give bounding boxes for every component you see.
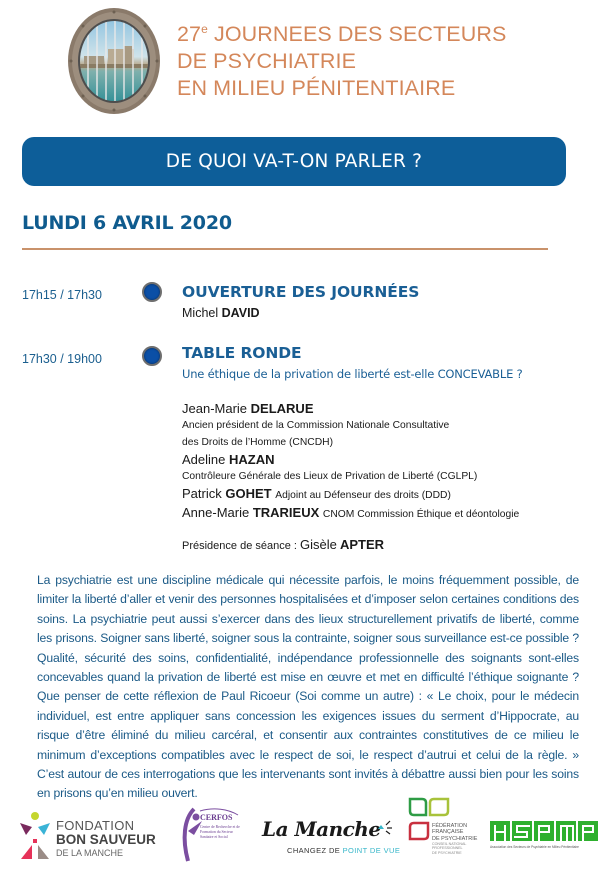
aspmp-subtitle: Association des Secteurs de Psychiatrie en Milieu Pénitentiaire [490,845,579,849]
last-name: TRARIEUX [252,505,320,520]
la-manche-tagline [287,846,400,855]
panel-speaker-role: CNOM Commission Éthique et déontologie [322,509,520,520]
ffp-line-5: PROFESSIONNEL [432,846,463,851]
bon-sauveur-line-2: BON SAUVEUR [56,832,156,847]
slot-time: 17h30 / 19h00 [22,352,102,366]
event-title-line-3: EN MILIEU PÉNITENTIAIRE [177,76,456,100]
cerfos-name: CERFOS [200,813,233,822]
bullet-dot-icon [142,346,162,366]
last-name: DELARUE [250,401,314,416]
event-title-line-2: DE PSYCHIATRIE [177,49,357,73]
panel-speaker-name [182,451,562,468]
porthole-illustration [66,4,162,116]
session-chair [182,537,562,552]
panel-speaker-role: Adjoint au Défenseur des droits (DDD) [275,490,451,501]
partner-logos [0,795,615,875]
ffp-line-1: FÉDÉRATION [432,823,468,829]
first-name: Patrick [182,486,222,501]
ffp-line-4: CONSEIL NATIONAL [432,841,467,846]
speaker-last-name: DAVID [221,306,260,320]
first-name: Jean-Marie [182,401,248,416]
event-title-line-1: JOURNEES DES SECTEURS [207,22,507,46]
first-name: Anne-Marie [182,505,250,520]
description-paragraph: La psychiatrie est une discipline médicale qui nécessite parfois, le moins fréquemment possible, de limiter la liberté d’aller et venir des personnes hospitalisées et d’imposer selon certaines conditions des soins. La psychiatrie peut aussi s’exercer dans des lieux structurellement privatifs de liberté, comme les prisons. Soigner sans liberté, soigner sous la contrainte, soigner sous surveillance est-ce possible ? Qualité, sécurité des soins, confidentialité, indépendance professionnelle des soignants sont-elles concevables quand la privation de liberté est mise en œuvre et met en difficulté l’éthique soignante ? Que penser de cette réflexion de Paul Ricoeur (Soi comme un autre) : « Le choix, pour le médecin individuel, est entre appliquer sans concession les exigences issues du serment d’Hippocrate, au risque d’être éliminé du milieu carcéral, et consentir aux contraintes constitutives de ce milieu le minimum d’exceptions compatibles avec le respect de soi, le respect d’autrui et celui de la règle. » C’est autour de ces interrogations que les intervenants sont invités à débattre aussi bien pour les soins en prisons qu’en milieu ouvert. [37,573,579,801]
panel-speaker-name [182,504,562,523]
panel-speaker-role: Ancien président de la Commission Nationale Consultative [182,420,450,431]
panel-speaker-role: des Droits de l’Homme (CNCDH) [182,437,334,448]
event-title-ordinal: e [201,22,208,36]
ffp-line-6: DE PSYCHIATRIE [432,851,462,856]
panel-speaker-name [182,400,562,417]
last-name: APTER [339,537,385,552]
logo-cerfos [180,805,242,865]
bon-sauveur-emblem-icon [18,811,52,861]
ffp-line-2: FRANÇAISE [432,829,464,836]
first-name: Gisèle [300,537,337,552]
tagline-part-a: CHANGEZ DE [287,846,343,855]
event-title [177,21,506,102]
panel-speaker-name [182,485,562,504]
divider [22,248,548,250]
logo-la-manche [262,817,401,861]
sparkle-icon [375,819,393,837]
slot-time: 17h15 / 17h30 [22,288,102,302]
panel-speakers [182,400,562,552]
logo-ffp [408,797,498,863]
bon-sauveur-line-3: DE LA MANCHE [56,848,124,858]
section-banner-label: DE QUOI VA-T-ON PARLER ? [165,151,423,172]
ffp-line-3: DE PSYCHIATRIE [432,835,478,842]
logo-aspmp [490,821,605,857]
tagline-part-b: POINT DE VUE [342,846,401,855]
panel-speaker-role: Contrôleure Générale des Lieux de Privation de Liberté (CGLPL) [182,471,478,482]
session-chair-label: Présidence de séance : [182,540,301,552]
aspmp-wordmark [490,821,598,841]
bon-sauveur-line-1: FONDATION [56,818,135,833]
cerfos-subtitle: Centre de Recherche et de Formation du Secteur Sanitaire et Social [200,825,240,839]
last-name: HAZAN [229,452,275,467]
la-manche-name: La Manche [262,817,381,841]
slot-title: TABLE RONDE [182,344,302,362]
speaker-first-name: Michel [182,306,219,320]
day-heading: LUNDI 6 AVRIL 2020 [22,212,232,234]
bullet-dot-icon [142,282,162,302]
last-name: GOHET [225,486,272,501]
first-name: Adeline [182,452,226,467]
slot-speaker [182,306,260,320]
slot-title: OUVERTURE DES JOURNÉES [182,283,420,301]
slot-question: Une éthique de la privation de liberté est-elle CONCEVABLE ? [182,367,523,381]
event-title-number: 27 [177,22,202,46]
section-banner [22,137,566,186]
ffp-text [432,823,477,856]
logo-bon-sauveur [18,811,158,861]
